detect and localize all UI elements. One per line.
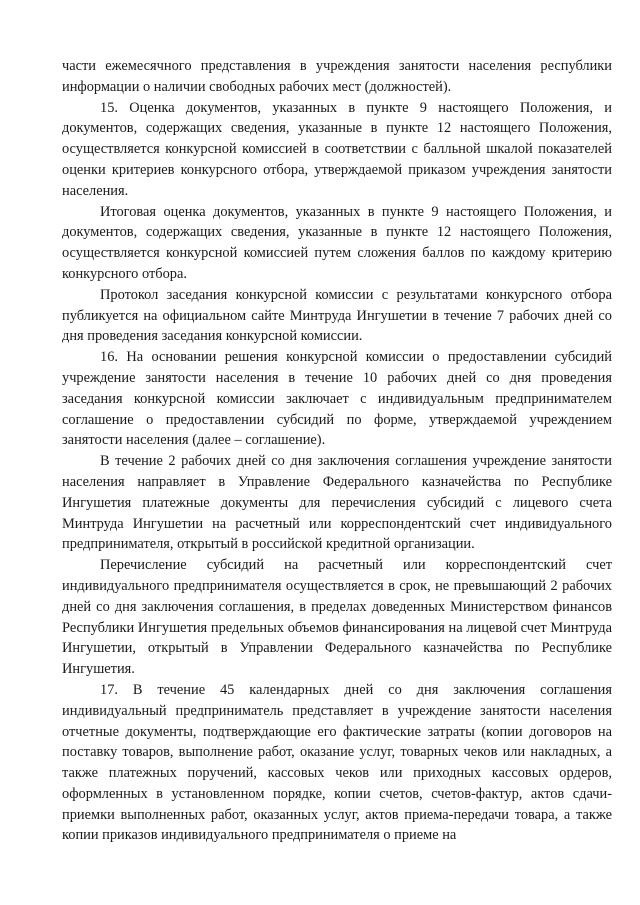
paragraph-item-15: 15. Оценка документов, указанных в пункте 9 настоящего Положения, и документов, содержащих сведения, указанные в пункте 12 настоящего Положения, осуществляется конкурсной комиссией в соответствии с балльной шкалой показателей оценки критериев конкурсного отбора, утверждаемой приказом учреждения занятости населения. (62, 99, 612, 199)
paragraph-continuation: части ежемесячного представления в учреждения занятости населения республики информации о наличии свободных рабочих мест (должностей). (62, 58, 612, 95)
paragraph-item-17: 17. В течение 45 календарных дней со дня заключения соглашения индивидуальный предприниматель представляет в учреждение занятости населения отчетные документы, подтверждающие его фактические затраты (копии договоров на поставку товаров, выполнение работ, оказание услуг, товарных чеков или накладных, а также платежных поручений, кассовых чеков или приходных кассовых ордеров, оформленных в установленном порядке, копии счетов, счетов-фактур, актов сдачи-приемки выполненных работ, оказанных услуг, актов приема-передачи товара, а также копии приказов индивидуального предпринимателя о приеме на (62, 681, 612, 844)
paragraph-final-assessment: Итоговая оценка документов, указанных в пункте 9 настоящего Положения, и документов, содержащих сведения, указанные в пункте 12 настоящего Положения, осуществляется конкурсной комиссией путем сложения баллов по каждому критерию конкурсного отбора. (62, 203, 612, 282)
paragraph-item-16: 16. На основании решения конкурсной комиссии о предоставлении субсидий учреждение занятости населения в течение 10 рабочих дней со дня проведения заседания конкурсной комиссии заключает с индивидуальным предпринимателем соглашение о предоставлении субсидий по форме, утверждаемой учреждением занятости населения (далее – соглашение). (62, 349, 612, 449)
paragraph-protocol: Протокол заседания конкурсной комиссии с результатами конкурсного отбора публикуется на официальном сайте Минтруда Ингушетии в течение 7 рабочих дней со дня проведения заседания конкурсной комиссии. (62, 286, 612, 345)
paragraph-subsidy-transfer: Перечисление субсидий на расчетный или корреспондентский счет индивидуального предпринимателя осуществляется в срок, не превышающий 2 рабочих дней со дня заключения соглашения, в пределах доведенных Министерством финансов Республики Ингушетия предельных объемов финансирования на лицевой счет Минтруда Ингушетии, открытый в Управлении Федерального казначейства по Республике Ингушетия. (62, 557, 612, 678)
document-body (62, 56, 612, 846)
paragraph-payment-documents: В течение 2 рабочих дней со дня заключения соглашения учреждение занятости населения направляет в Управление Федерального казначейства по Республике Ингушетия платежные документы для перечисления субсидий с лицевого счета Минтруда Ингушетии на расчетный или корреспондентский счет индивидуального предпринимателя, открытый в российской кредитной организации. (62, 453, 612, 553)
